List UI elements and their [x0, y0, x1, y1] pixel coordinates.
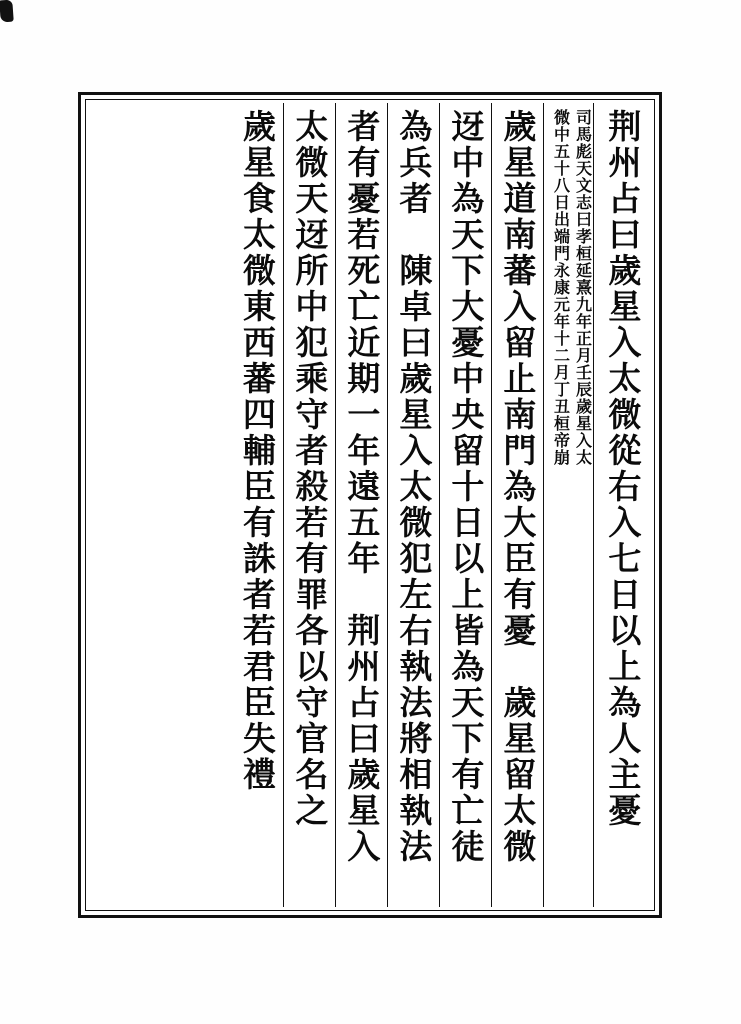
annotation-line-2: 微中五十八日出端門永康元年十二月丁丑桓帝崩: [551, 109, 571, 466]
text-column-7: [283, 103, 335, 907]
text-column-2-annotation: [543, 103, 593, 907]
text-column-5: [387, 103, 439, 907]
text-columns: [89, 103, 651, 907]
column-text: 者有憂若死亡近期一年遠五年 荆州占曰歲星入: [342, 109, 382, 865]
column-text: 歲星道南蕃入留止南門為大臣有憂 歲星留太微: [498, 109, 538, 865]
text-column-8: [231, 103, 283, 907]
column-text: 歲星食太微東西蕃四輔臣有誅者若君臣失禮: [237, 109, 277, 793]
text-column-4: [439, 103, 491, 907]
ink-blot-mark: [0, 0, 14, 26]
column-text: 荆州占曰歲星入太微從右入七日以上為人主憂: [603, 109, 643, 829]
column-text: 迓中為天下大憂中央留十日以上皆為天下有亡徒: [446, 109, 486, 865]
text-column-6: [335, 103, 387, 907]
text-column-1: [593, 103, 651, 907]
text-block-frame: [78, 92, 662, 918]
column-text: 為兵者 陳卓曰歲星入太微犯左右執法將相執法: [394, 109, 434, 865]
text-column-3: [491, 103, 543, 907]
column-text: 太微天迓所中犯乘守者殺若有罪各以守官名之: [290, 109, 330, 829]
annotation-line-1: 司馬彪天文志曰孝桓延熹九年正月壬辰歲星入太: [573, 109, 593, 466]
